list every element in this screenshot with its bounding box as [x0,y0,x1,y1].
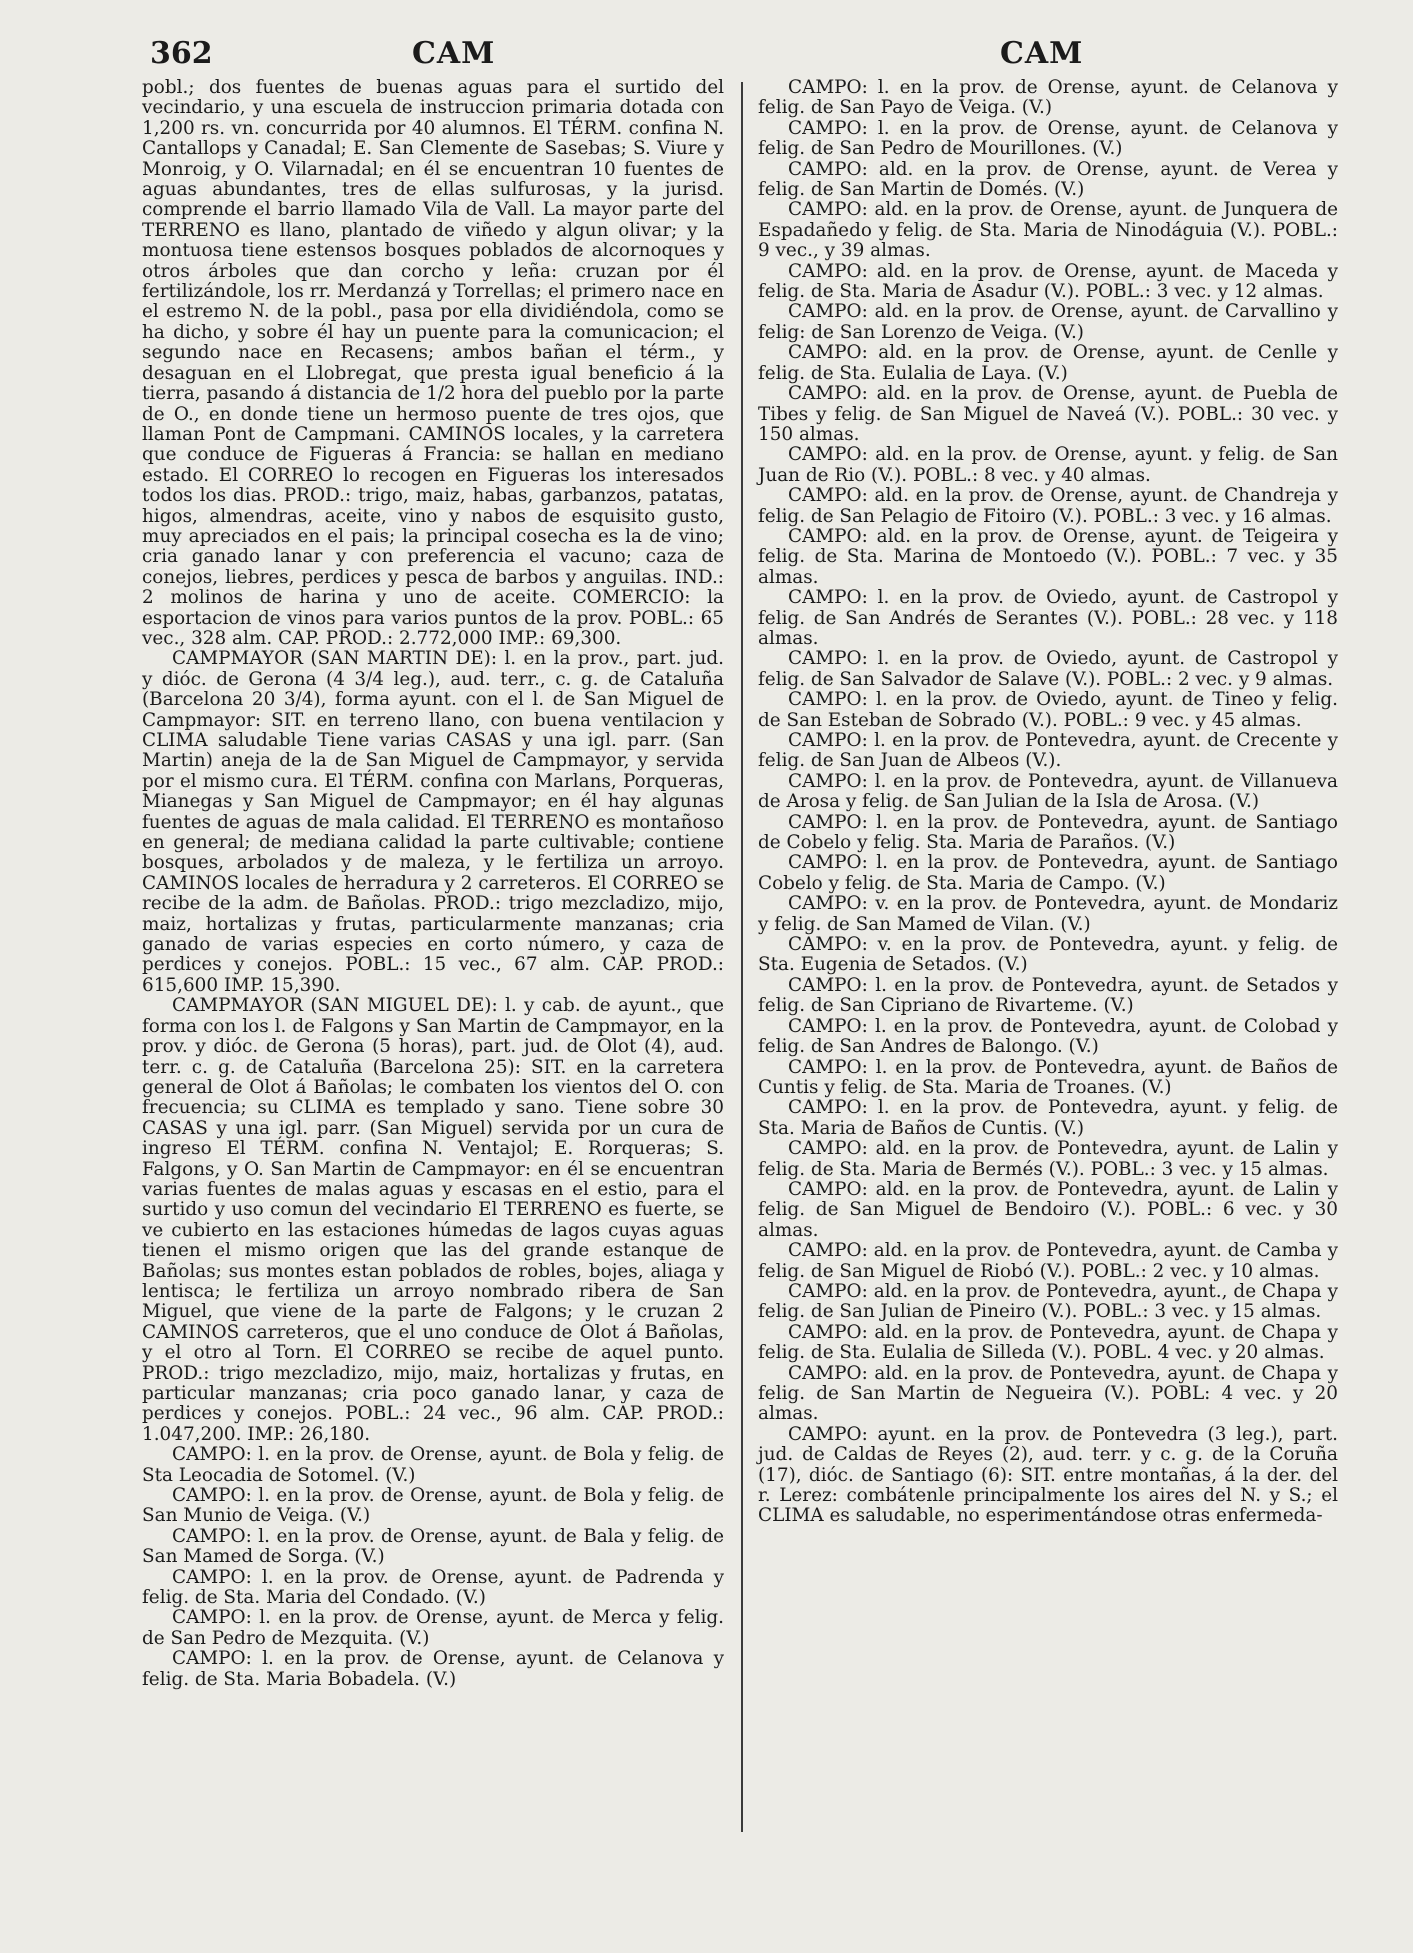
entry-campo: CAMPO: ald. en la prov. de Orense, ayunt. de Cenlle y felig. de Sta. Eulalia de Laya. (V.) [758,342,1338,384]
entry-campo: CAMPO: l. en la prov. de Orense, ayunt. de Bola y felig. de Sta Leocadia de Sotomel. (V.) [142,1444,724,1486]
entry-campo: CAMPO: l. en la prov. de Orense, ayunt. de Bola y felig. de San Munio de Veiga. (V.) [142,1485,724,1527]
entry-campo: CAMPO: l. en la prov. de Pontevedra, ayunt. de Santiago de Cobelo y felig. Sta. Maria de Paraños. (V.) [758,811,1338,854]
entry-campo: CAMPO: ald. en la prov. de Pontevedra, ayunt. de Lalin y felig. de San Miguel de Bendoiro (V.). POBL.: 6 vec. y 30 almas. [758,1178,1338,1241]
entry-campo: CAMPO: l. en la prov. de Pontevedra, ayunt. de Santiago Cobelo y felig. de Sta. Maria de Campo. (V.) [758,852,1338,894]
right-column [758,78,1338,1527]
column-divider [741,82,743,1832]
entry-campo: CAMPO: ald. en la prov. de Orense, ayunt. de Carvallino y felig: de San Lorenzo de Veiga. (V.) [758,301,1338,343]
entry-campo: CAMPO: ald. en la prov. de Orense, ayunt. de Junquera de Espadañedo y felig. de Sta. Maria de Ninodáguia (V.). POBL.: 9 vec., y 39 almas. [758,199,1338,262]
entry-campo: CAMPO: l. en la prov. de Oviedo, ayunt. de Castropol y felig. de San Salvador de Salave (V.). POBL.: 2 vec. y 9 almas. [758,648,1338,690]
entry-campo: CAMPO: l. en la prov. de Oviedo, ayunt. de Tineo y felig. de San Esteban de Sobrado (V.). POBL.: 9 vec. y 45 almas. [758,689,1338,731]
entry-campo: CAMPO: ald. en la prov. de Pontevedra, ayunt. de Lalin y felig. de Sta. Maria de Bermés (V.). POBL.: 3 vec. y 15 almas. [758,1138,1338,1180]
page-header [150,36,1350,80]
entry-campo: CAMPO: ald. en la prov. de Orense, ayunt. de Teigeira y felig. de Sta. Marina de Montoedo (V.). POBL.: 7 vec. y 35 almas. [758,525,1338,588]
entry-campo: CAMPO: l. en la prov. de Orense, ayunt. de Padrenda y felig. de Sta. Maria del Condado. (V.) [142,1566,724,1609]
running-headword-left: CAM [412,36,496,71]
entry-campo: CAMPO: v. en la prov. de Pontevedra, ayunt. de Mondariz y felig. de San Mamed de Vilan. (V.) [758,893,1338,935]
page-number: 362 [150,36,213,71]
entry-campo: CAMPO: l. en la prov. de Pontevedra, ayunt. de Villanueva de Arosa y felig. de San Julian de la Isla de Arosa. (V.) [758,770,1338,813]
entry-campo: CAMPO: l. en la prov. de Pontevedra, ayunt. y felig. de Sta. Maria de Baños de Cuntis. (V.) [758,1097,1338,1139]
entry-campmayor-san-martin: CAMPMAYOR (SAN MARTIN DE): l. en la prov., part. jud. y dióc. de Gerona (4 3/4 leg.), aud. terr., c. g. de Cataluña (Barcelona 20 3/4), forma ayunt. con el l. de San Miguel de Campmayor: SIT. en terreno llano, con buena ventilacion y CLIMA saludable Tiene varias CASAS y una igl. parr. (San Martin) aneja de la de San Miguel de Campmayor, y servida por el mismo cura. El TÉRM. confina con Marlans, Porqueras, Mianegas y San Miguel de Campmayor; en él hay algunas fuentes de aguas de mala calidad. El TERRENO es montañoso en general; de mediana calidad la parte cultivable; contiene bosques, arbolados y de maleza, y le fertiliza un arroyo. CAMINOS locales de herradura y 2 carreteros. El CORREO se recibe de la adm. de Bañolas. PROD.: trigo mezcladizo, mijo, maiz, hortalizas y frutas, particularmente manzanas; cria ganado de varias especies en corto número, y caza de perdices y conejos. POBL.: 15 vec., 67 alm. CAP. PROD.: 615,600 IMP. 15,390. [142,648,724,996]
entry-campo: CAMPO: l. en la prov. de Orense, ayunt. de Merca y felig. de San Pedro de Mezquita. (V.) [142,1607,724,1649]
entry-campo: CAMPO: ald. en la prov. de Pontevedra, ayunt. de Chapa y felig. de San Martin de Negueira (V.). POBL: 4 vec. y 20 almas. [758,1362,1338,1425]
entry-campo: CAMPO: ald. en la prov. de Orense, ayunt. de Maceda y felig. de Sta. Maria de Asadur (V.). POBL.: 3 vec. y 12 almas. [758,260,1338,303]
entry-campo: CAMPO: l. en la prov. de Orense, ayunt. de Celanova y felig. de San Payo de Veiga. (V.) [758,77,1338,119]
entry-campo: CAMPO: l. en la prov. de Pontevedra, ayunt. de Setados y felig. de San Cipriano de Rivarteme. (V.) [758,974,1338,1017]
entry-campo: CAMPO: l. en la prov. de Pontevedra, ayunt. de Colobad y felig. de San Andres de Balongo. (V.) [758,1015,1338,1058]
entry-campo: CAMPO: ald. en la prov. de Orense, ayunt. de Chandreja y felig. de San Pelagio de Fitoiro (V.). POBL.: 3 vec. y 16 almas. [758,485,1338,527]
entry-campo: CAMPO: l. en la prov. de Pontevedra, ayunt. de Crecente y felig. de San Juan de Albeos (V.). [758,730,1338,772]
entry-campmayor-san-miguel: CAMPMAYOR (SAN MIGUEL DE): l. y cab. de ayunt., que forma con los l. de Falgons y San Martin de Campmayor, en la prov. y dióc. de Gerona (5 horas), part. jud. de Olot (4), aud. terr. c. g. de Cataluña (Barcelona 25): SIT. en la carretera general de Olot á Bañolas; le combaten los vientos del O. con frecuencia; su CLIMA es templado y sano. Tiene sobre 30 CASAS y una igl. parr. (San Miguel) servida por un cura de ingreso El TÉRM. confina N. Ventajol; E. Rorqueras; S. Falgons, y O. San Martin de Campmayor: en él se encuentran varias fuentes de malas aguas y escasas en el estio, para el surtido y uso comun del vecindario El TERRENO es fuerte, se ve cubierto en las estaciones húmedas de lagos cuyas aguas tienen el mismo origen que las del grande estanque de Bañolas; sus montes estan poblados de robles, bojes, aliaga y lentisca; le fertiliza un arroyo nombrado ribera de San Miguel, que viene de la parte de Falgons; y le cruzan 2 CAMINOS carreteros, que el uno conduce de Olot á Bañolas, y el otro al Torn. El CORREO se recibe de aquel punto. PROD.: trigo mezcladizo, mijo, maiz, hortalizas y frutas, en particular manzanas; cria poco ganado lanar, y caza de perdices y conejos. POBL.: 24 vec., 96 alm. CAP. PROD.: 1.047,200. IMP.: 26,180. [142,995,724,1445]
entry-continuation: pobl.; dos fuentes de buenas aguas para el surtido del vecindario, y una escuela de instruccion primaria dotada con 1,200 rs. vn. concurrida por 40 alumnos. El TÉRM. confina N. Cantallops y Canadal; E. San Clemente de Sasebas; S. Viure y Monroig, y O. Vilarnadal; en él se encuentran 10 fuentes de aguas abundantes, tres de ellas sulfurosas, y la jurisd. comprende el barrio llamado Vila de Vall. La mayor parte del TERRENO es llano, plantado de viñedo y algun olivar; y la montuosa tiene estensos bosques poblados de alcornoques y otros árboles que dan corcho y leña: cruzan por él fertilizándole, los rr. Merdanzá y Torrellas; el primero nace en el estremo N. de la pobl., pasa por ella dividiéndola, como se ha dicho, y sobre él hay un puente para la comunicacion; el segundo nace en Recasens; ambos bañan el térm., y desaguan en el Llobregat, que presta igual beneficio á la tierra, pasando á distancia de 1/2 hora del pueblo por la parte de O., en donde tiene un hermoso puente de tres ojos, que llaman Pont de Campmani. CAMINOS locales, y la carretera que conduce de Figueras á Francia: se hallan en mediano estado. El CORREO lo recogen en Figueras los interesados todos los dias. PROD.: trigo, maiz, habas, garbanzos, patatas, higos, almendras, aceite, vino y nabos de esquisito gusto, muy apreciados en el pais; la principal cosecha es la de vino; cria ganado lanar y con preferencia el vacuno; caza de conejos, liebres, perdices y pesca de barbos y anguilas. IND.: 2 molinos de harina y uno de aceite. COMERCIO: la esportacion de vinos para varios puntos de la prov. POBL.: 65 vec., 328 alm. CAP. PROD.: 2.772,000 IMP.: 69,300. [142,77,724,649]
entry-campo: CAMPO: ald. en la prov. de Orense, ayunt. de Verea y felig. de San Martin de Domés. (V.) [758,158,1338,201]
entry-campo: CAMPO: l. en la prov. de Oviedo, ayunt. de Castropol y felig. de San Andrés de Serantes (V.). POBL.: 28 vec. y 118 almas. [758,587,1338,649]
entry-campo-ayunt: CAMPO: ayunt. en la prov. de Pontevedra (3 leg.), part. jud. de Caldas de Reyes (2), aud. terr. y c. g. de la Coruña (17), dióc. de Santiago (6): SIT. entre montañas, á la der. del r. Lerez: combátenle principalmente los aires del N. y S.; el CLIMA es saludable, no esperimentándose otras enfermeda- [758,1423,1338,1527]
running-headword-right: CAM [1000,36,1084,71]
entry-campo: CAMPO: v. en la prov. de Pontevedra, ayunt. y felig. de Sta. Eugenia de Setados. (V.) [758,934,1338,976]
left-column [142,78,724,1690]
entry-campo: CAMPO: l. en la prov. de Pontevedra, ayunt. de Baños de Cuntis y felig. de Sta. Maria de Troanes. (V.) [758,1056,1338,1098]
entry-campo: CAMPO: ald. en la prov. de Orense, ayunt. y felig. de San Juan de Rio (V.). POBL.: 8 vec. y 40 almas. [758,444,1338,486]
entry-campo: CAMPO: l. en la prov. de Orense, ayunt. de Celanova y felig. de Sta. Maria Bobadela. (V.) [142,1648,724,1690]
entry-campo: CAMPO: l. en la prov. de Orense, ayunt. de Celanova y felig. de San Pedro de Mourillones. (V.) [758,117,1338,160]
entry-campo: CAMPO: ald. en la prov. de Orense, ayunt. de Puebla de Tibes y felig. de San Miguel de Naveá (V.). POBL.: 30 vec. y 150 almas. [758,383,1338,445]
entry-campo: CAMPO: ald. en la prov. de Pontevedra, ayunt. de Camba y felig. de San Miguel de Riobó (V.). POBL.: 2 vec. y 10 almas. [758,1240,1338,1282]
entry-campo: CAMPO: l. en la prov. de Orense, ayunt. de Bala y felig. de San Mamed de Sorga. (V.) [142,1525,724,1568]
entry-campo: CAMPO: ald. en la prov. de Pontevedra, ayunt. de Chapa y felig. de Sta. Eulalia de Silleda (V.). POBL. 4 vec. y 20 almas. [758,1321,1338,1364]
entry-campo: CAMPO: ald. en la prov. de Pontevedra, ayunt., de Chapa y felig. de San Julian de Pineiro (V.). POBL.: 3 vec. y 15 almas. [758,1280,1338,1323]
